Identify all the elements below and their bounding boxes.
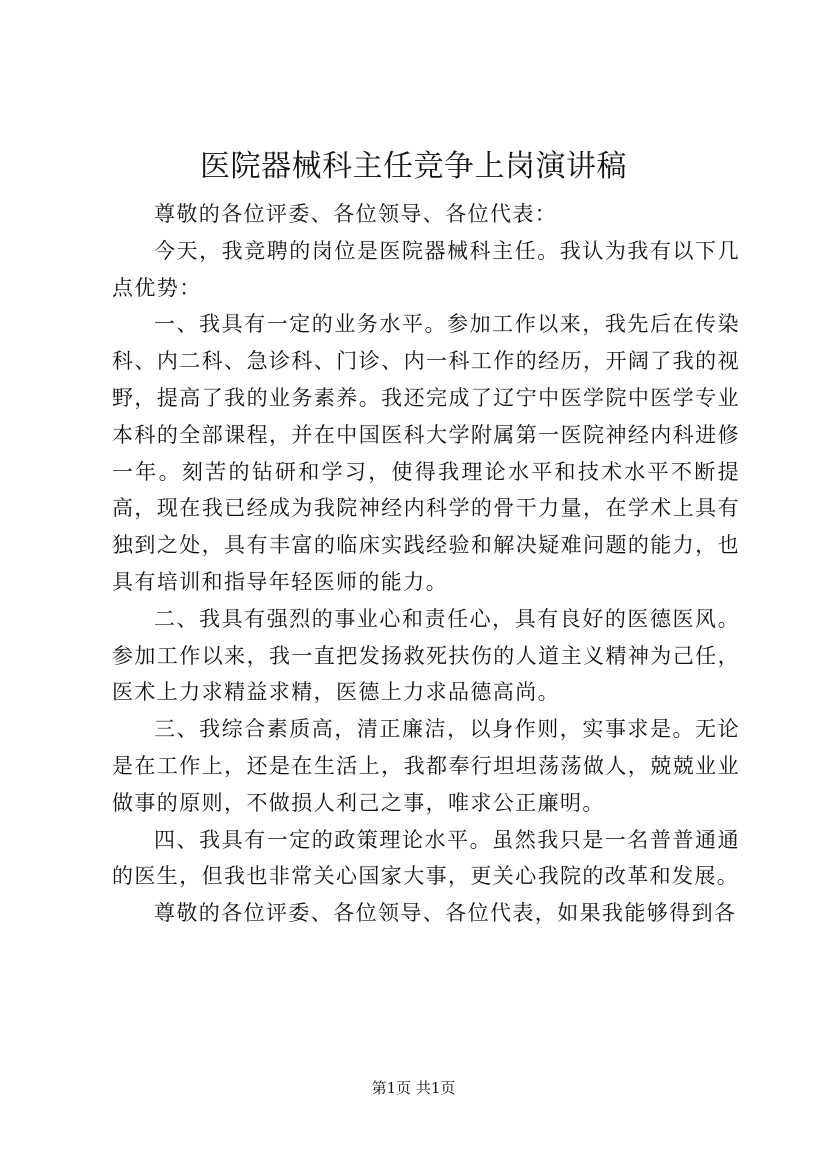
document-body bbox=[112, 196, 740, 932]
page-number-footer: 第1页 共1页 bbox=[371, 1079, 456, 1097]
paragraph-point-2: 二、我具有强烈的事业心和责任心，具有良好的医德医风。参加工作以来，我一直把发扬救死扶伤的人道主义精神为己任，医术上力求精益求精，医德上力求品德高尚。 bbox=[112, 606, 740, 705]
paragraph-salutation: 尊敬的各位评委、各位领导、各位代表： bbox=[154, 202, 558, 226]
paragraph-point-4: 四、我具有一定的政策理论水平。虽然我只是一名普普通通的医生，但我也非常关心国家大事，更关心我院的改革和发展。 bbox=[112, 827, 740, 889]
document-title: 医院器械科主任竞争上岗演讲稿 bbox=[200, 149, 627, 184]
paragraph-intro: 今天，我竞聘的岗位是医院器械科主任。我认为我有以下几点优势： bbox=[112, 238, 740, 300]
paragraph-closing: 尊敬的各位评委、各位领导、各位代表，如果我能够得到各 bbox=[154, 901, 737, 926]
paragraph-point-1: 一、我具有一定的业务水平。参加工作以来，我先后在传染科、内二科、急诊科、门诊、内一科工作的经历，开阔了我的视野，提高了我的业务素养。我还完成了辽宁中医学院中医学专业本科的全部课程，并在中国医科大学附属第一医院神经内科进修一年。刻苦的钻研和学习，使得我理论水平和技术水平不断提高，现在我已经成为我院神经内科学的骨干力量，在学术上具有独到之处，具有丰富的临床实践经验和解决疑难问题的能力，也具有培训和指导年轻医师的能力。 bbox=[112, 312, 740, 594]
paragraph-point-3: 三、我综合素质高，清正廉洁，以身作则，实事求是。无论是在工作上，还是在生活上，我都奉行坦坦荡荡做人，兢兢业业做事的原则，不做损人利己之事，唯求公正廉明。 bbox=[112, 717, 740, 815]
